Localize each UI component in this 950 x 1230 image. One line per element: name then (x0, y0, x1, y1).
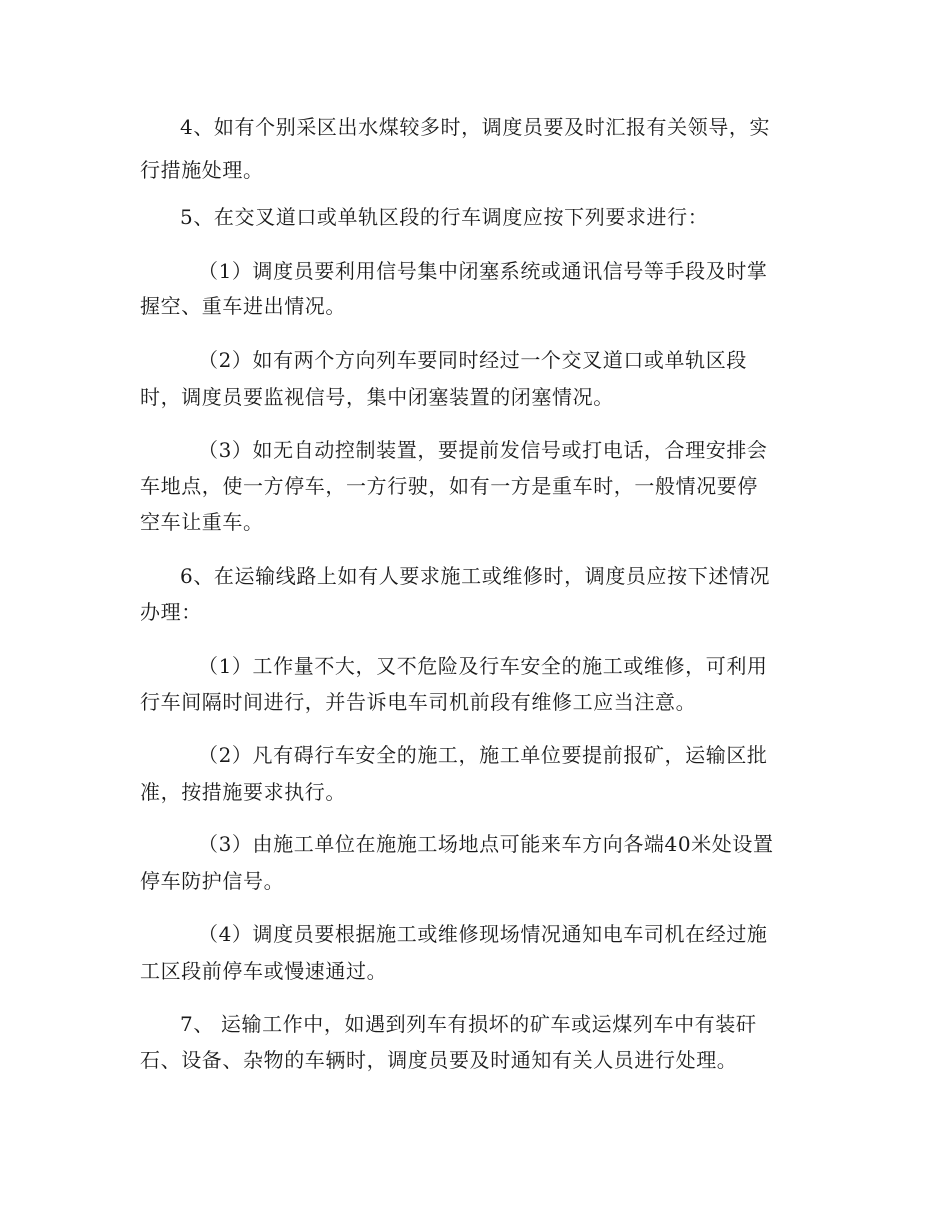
item-4-line-1: 4、如有个别采区出水煤较多时，调度员要及时汇报有关领导，实 (180, 115, 771, 139)
item-7-line-2: 石、设备、杂物的车辆时，调度员要及时通知有关人员进行处理。 (140, 1048, 738, 1072)
item-5-1-line-2: 握空、重车进出情况。 (140, 294, 346, 318)
item-6-1-line-2: 行车间隔时间进行，并告诉电车司机前段有维修工应当注意。 (140, 690, 697, 714)
item-6-2-line-1: （2）凡有碍行车安全的施工，施工单位要提前报矿，运输区批 (198, 743, 768, 767)
item-6-4-line-2: 工区段前停车或慢速通过。 (140, 959, 388, 983)
item-5-line-1: 5、在交叉道口或单轨区段的行车调度应按下列要求进行： (180, 205, 709, 229)
item-5-3-line-2: 车地点，使一方停车，一方行驶，如有一方是重车时，一般情况要停 (140, 474, 758, 498)
item-7-line-1: 7、 运输工作中，如遇到列车有损坏的矿车或运煤列车中有装矸 (180, 1012, 757, 1036)
item-6-4-line-1: （4）调度员要根据施工或维修现场情况通知电车司机在经过施 (198, 922, 768, 946)
item-5-2-line-2: 时，调度员要监视信号，集中闭塞装置的闭塞情况。 (140, 385, 614, 409)
item-6-1-line-1: （1）工作量不大，又不危险及行车安全的施工或维修，可利用 (198, 654, 768, 678)
item-5-1-line-1: （1）调度员要利用信号集中闭塞系统或通讯信号等手段及时掌 (198, 259, 768, 283)
item-4-line-2: 行措施处理。 (140, 158, 264, 182)
item-6-2-line-2: 准，按措施要求执行。 (140, 780, 346, 804)
item-5-3-line-3: 空车让重车。 (140, 510, 264, 534)
item-5-3-line-1: （3）如无自动控制装置，要提前发信号或打电话，合理安排会 (198, 438, 768, 462)
item-6-3-line-2: 停车防护信号。 (140, 869, 285, 893)
item-6-line-1: 6、在运输线路上如有人要求施工或维修时，调度员应按下述情况 (180, 564, 771, 588)
item-6-line-2: 办理： (140, 600, 202, 624)
item-5-2-line-1: （2）如有两个方向列车要同时经过一个交叉道口或单轨区段 (198, 348, 747, 372)
item-6-3-line-1: （3）由施工单位在施施工场地点可能来车方向各端40米处设置 (198, 832, 774, 856)
